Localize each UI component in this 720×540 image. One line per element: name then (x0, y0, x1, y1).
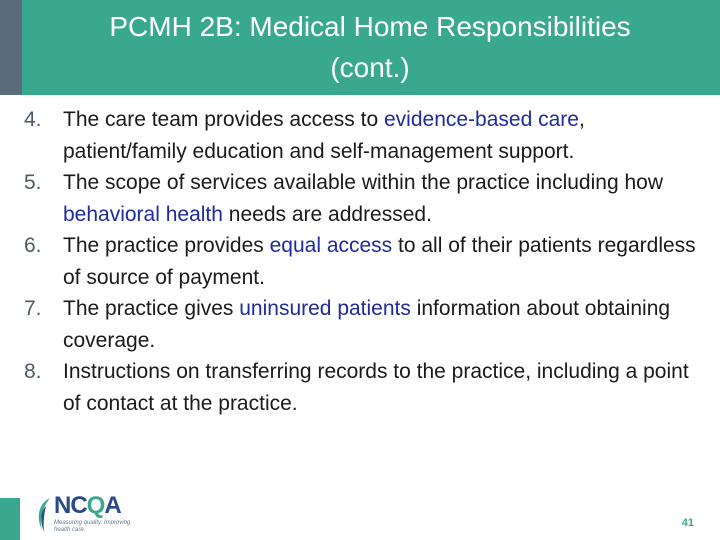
footer-accent-stripe (0, 498, 20, 540)
slide-title (30, 6, 710, 88)
list-item-text: The practice gives (63, 297, 240, 320)
list-item-highlight: equal access (269, 234, 393, 257)
list-item-text-end: to all of their patients regardless of source of payment. (63, 234, 696, 289)
list-item-text: The care team provides access to (63, 108, 384, 131)
list-item-highlight: evidence-based care (383, 108, 579, 131)
slide-title-line-2: (cont.) (330, 52, 410, 83)
list-item (24, 230, 704, 293)
responsibilities-list (24, 104, 704, 419)
list-item-number: 8. (24, 360, 42, 383)
list-item (24, 356, 704, 419)
list-item (24, 293, 704, 356)
logo-wordmark: NCQA (54, 492, 121, 519)
slide-title-line-1: PCMH 2B: Medical Home Responsibilities (109, 11, 631, 42)
logo-tagline: Measuring quality. Improving health care. (54, 520, 131, 533)
list-item-text-end: , patient/family education and self-management support. (63, 108, 585, 163)
list-item-number: 6. (24, 234, 42, 257)
list-item-number: 5. (24, 171, 42, 194)
logo-swoosh-icon (34, 496, 54, 536)
list-item (24, 104, 704, 167)
list-item-text-end: information about obtaining coverage. (63, 297, 671, 352)
list-item-number: 7. (24, 297, 42, 320)
list-item-text: The scope of services available within the practice including how (63, 171, 663, 194)
list-item-text: The practice provides (63, 234, 270, 257)
list-item (24, 167, 704, 230)
list-item-text: Instructions on transferring records to the practice, including a point of contact at the practice. (63, 360, 689, 415)
list-item-text-end: needs are addressed. (222, 202, 432, 226)
ncqa-logo (34, 492, 134, 538)
list-item-highlight: behavioral health (63, 202, 223, 226)
title-accent-stripe (0, 0, 22, 95)
list-item-highlight: uninsured patients (239, 297, 411, 320)
list-item-number: 4. (24, 108, 42, 131)
page-number: 41 (681, 517, 694, 529)
